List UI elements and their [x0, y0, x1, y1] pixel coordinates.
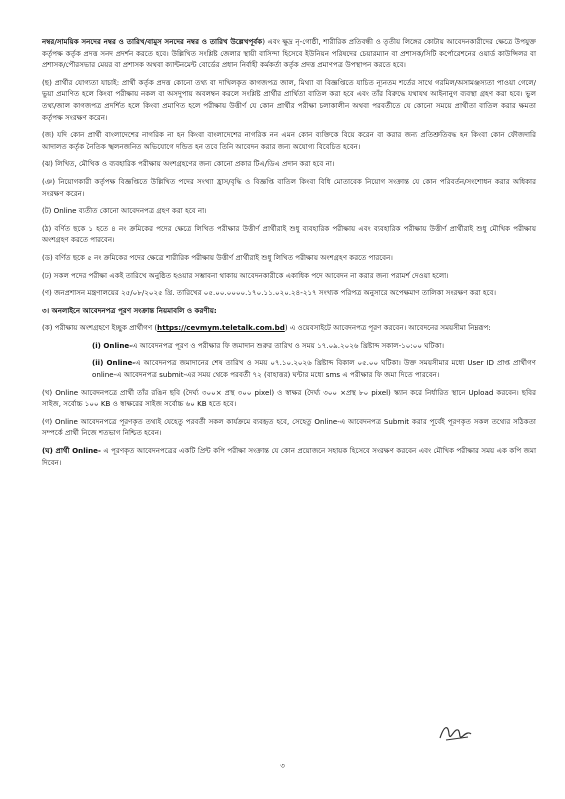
paragraph-text: এ আবেদনপত্র পূরণ ও পরীক্ষার ফি জমাদান শুরুর তারিখ ও সময় ১৭.০৯.২০২৬ খ্রিষ্টাব্দ সকাল-১০:০০ ঘটিকা। [132, 340, 445, 350]
certificate-note: নম্বর/সাময়িক সনদের নম্বর ও তারিখ/বামুস সনদের নম্বর ও তারিখ উল্লেখপূর্বক [42, 37, 263, 46]
paragraph-eligibility-check: (ছ) প্রার্থীর যোগ্যতা যাচাই: প্রার্থী কর্তৃক প্রদত্ত কোনো তথ্য বা দাখিলকৃত কাগজপত্র জাল, মিথ্যা বা বিজ্ঞপ্তিতে যাচিত ন্যূনতম শর্তের সাথে গরমিল/অসামঞ্জস্যতা পাওয়া গেলে/ভুয়া প্রমাণিত হলে কিংবা পরীক্ষায় নকল বা অসদুপায় অবলম্বন করলে সংশ্লিষ্ট প্রার্থীর প্রার্থিতা বাতিল করা হবে এবং তাঁর বিরুদ্ধে যথাযথ আইনানুগ ব্যবস্থা গ্রহণ করা হবে। ভুল তথ্য/জাল কাগজপত্র প্রদর্শিত হলে কিংবা প্রমাণিত হলে পরীক্ষায় উত্তীর্ণ যে কোন প্রার্থীর পরীক্ষা চলাকালীন অথবা পরবর্তীতে যে কোনো সময়ে প্রার্থীতা বাতিল করার ক্ষমতা কর্তৃপক্ষ সংরক্ষণ করেন। [42, 77, 536, 122]
paragraph-website [42, 322, 536, 334]
item-label: (ঘ) প্রার্থী Online- [42, 446, 101, 456]
paragraph-same-date: (ঢ) সকল পদের পরীক্ষা একই তারিখে অনুষ্ঠিত হওয়ার সম্ভাবনা থাকায় আবেদনকারীকে একাধিক পদে আবেদন না করার জন্য পরামর্শ দেওয়া হলো। [42, 270, 449, 280]
paragraph-text: এ পূরণকৃত আবেদনপত্রের একটি প্রিন্ট কপি পরীক্ষা সংক্রান্ত যে কোন প্রয়োজনে সহায়ক হিসেবে সংরক্ষণ করবেন এবং মৌখিক পরীক্ষার সময় এক কপি জমা দিবেন। [42, 446, 537, 467]
item-label: (ii) Online- [92, 358, 136, 368]
signature-image [436, 720, 474, 746]
paragraph-authority-rights: (ঞ) নিয়োগকারী কর্তৃপক্ষ বিজ্ঞপ্তিতে উল্লিখিত পদের সংখ্যা হ্রাস/বৃদ্ধি ও বিজ্ঞপ্তি বাতিল কিংবা বিধি মোতাবেক নিয়োগ সংক্রান্ত যে কোন পরিবর্তন/সংশোধন করার অধিকার সংরক্ষণ করেন। [42, 176, 536, 198]
paragraph-text: ) এবং ক্ষুদ্র নৃ-গোষ্ঠী, শারীরিক প্রতিবন্ধী ও তৃতীয় লিঙ্গের কোটায় আবেদনকারীদের ক্ষেত্রে উপযুক্ত কর্তৃপক্ষ কর্তৃক প্রদত্ত সনদ প্রদর্শন করতে হবে। উল্লিখিত সংশ্লিষ্ট জেলার স্থায়ী বাসিন্দা হিসেবে ইউনিয়ন পরিষদের চেয়ারম্যান বা প্রশাসক/সিটি কর্পোরেশনের ওয়ার্ড কাউন্সিলর বা প্রশাসক/পৌরসভার মেয়র বা প্রশাসক অথবা ক্যান্টনমেন্ট বোর্ডের প্রধান নির্বাহী কর্মকর্তা কর্তৃক প্রদত্ত প্রমাণপত্র উপস্থাপন করতে হবে। [42, 37, 537, 70]
paragraph-photo-upload: (খ) Online আবেদনপত্রে প্রার্থী তাঁর রঙিন ছবি (দৈর্ঘ্য ৩০০× প্রস্থ ৩০০ pixel) ও স্বাক্ষর (দৈর্ঘ্য ৩০০ ×প্রস্থ ৮০ pixel) স্ক্যান করে নির্ধারিত স্থানে Upload করবেন। ছবির সাইজ, সর্বোচ্চ ১০০ KB ও স্বাক্ষরের সাইজ সর্বোচ্চ ৬০ KB হতে হবে। [42, 387, 536, 409]
paragraph-text: ) এ ওয়েবসাইটে আবেদনপত্র পূরণ করবেন। আবেদনের সময়সীমা নিম্নরূপ: [284, 323, 491, 333]
paragraph-start-date [42, 340, 536, 352]
paragraph-submit-check: (গ) Online আবেদনপত্রে পূরণকৃত তথ্যই যেহেতু পরবর্তী সকল কার্যক্রমে ব্যবহৃত হবে, সেহেতু Online-এ আবেদনপত্র Submit করার পূর্বেই পূরণকৃত সকল তথ্যের সঠিকতা সম্পর্কে প্রার্থী নিজে শতভাগ নিশ্চিত হবেন। [42, 416, 536, 438]
paragraph-end-date [42, 357, 536, 380]
paragraph-text: এ আবেদনপত্র জমাদানের শেষ তারিখ ও সময় ০৭.১০.২০২৬ খ্রিষ্টাব্দ বিকাল ০৫.০০ ঘটিকা। উক্ত সময়সীমার মধ্যে User ID প্রাপ্ত প্রার্থীগণ online-এ আবেদনপত্র submit-এর সময় থেকে পরবর্তী ৭২ (বাহাত্তর) ঘন্টার মধ্যে sms এ পরীক্ষার ফি জমা দিতে পারবেন। [92, 358, 536, 380]
section-heading-online-rules: ৩। অনলাইনে আবেদনপত্র পূরণ সংক্রান্ত নিয়মাবলি ও করণীয়: [42, 305, 217, 315]
page-number: ৩ [280, 762, 285, 770]
paragraph-text: (ক) পরীক্ষায় অংশগ্রহণে ইচ্ছুক প্রার্থীগণ ( [42, 323, 158, 333]
item-label: (i) Online- [92, 340, 133, 350]
paragraph-print-copy [42, 445, 536, 468]
document-page [42, 36, 536, 474]
paragraph-post-5: (ড) বর্ণিত ছকে ৫ নং ক্রমিকের পদের ক্ষেত্রে শারীরিক পরীক্ষায় উত্তীর্ণ প্রার্থীরাই শুধু লিখিত পরীক্ষায় অংশগ্রহণ করতে পারবেন। [42, 252, 393, 262]
website-link[interactable]: https://cevmym.teletalk.com.bd [157, 323, 285, 333]
paragraph-posts-1-4: (ঠ) বর্ণিত ছকে ১ হতে ৪ নং ক্রমিকের পদের ক্ষেত্রে লিখিত পরীক্ষার উত্তীর্ণ প্রার্থীরাই শুধু ব্যবহারিক পরীক্ষায় এবং ব্যবহারিক পরীক্ষায় উত্তীর্ণ প্রার্থীরাই শুধু মৌখিক পরীক্ষায় অংশগ্রহণ করতে পারবেন। [42, 223, 536, 245]
paragraph-waiting-list: (ণ) জনপ্রশাসন মন্ত্রণালয়ের ২৫/০৮/২০২৫ খ্রি. তারিখের ০৫.০০.০০০০.১৭০.১১.০২০.২৪-২১৭ সংখ্যক পরিপত্র অনুসারে অপেক্ষমাণ তালিকা সংরক্ষণ করা হবে। [42, 288, 496, 298]
paragraph-citizenship: (জ) যদি কোন প্রার্থী বাংলাদেশের নাগরিক না হন কিংবা বাংলাদেশের নাগরিক নন এমন কোন ব্যক্তিকে বিয়ে করেন বা করার জন্য প্রতিশ্রুতিবদ্ধ হন কিংবা কোন ফৌজদারি আদালত কর্তৃক নৈতিক স্খলনজনিত অভিযোগে দন্ডিত হন তবে তিনি আবেদন করার জন্য অযোগ্য বিবেচিত হবেন। [42, 130, 536, 151]
paragraph-online-only: (ট) Online ব্যতীত কোনো আবেদনপত্র গ্রহণ করা হবে না। [42, 206, 207, 216]
paragraph-ta-da: (ঝ) লিখিত, মৌখিক ও ব্যবহারিক পরীক্ষায় অংশগ্রহণের জন্য কোনো প্রকার টিএ/ডিএ প্রদান করা হবে না। [42, 159, 335, 169]
paragraph-continued [42, 36, 536, 71]
